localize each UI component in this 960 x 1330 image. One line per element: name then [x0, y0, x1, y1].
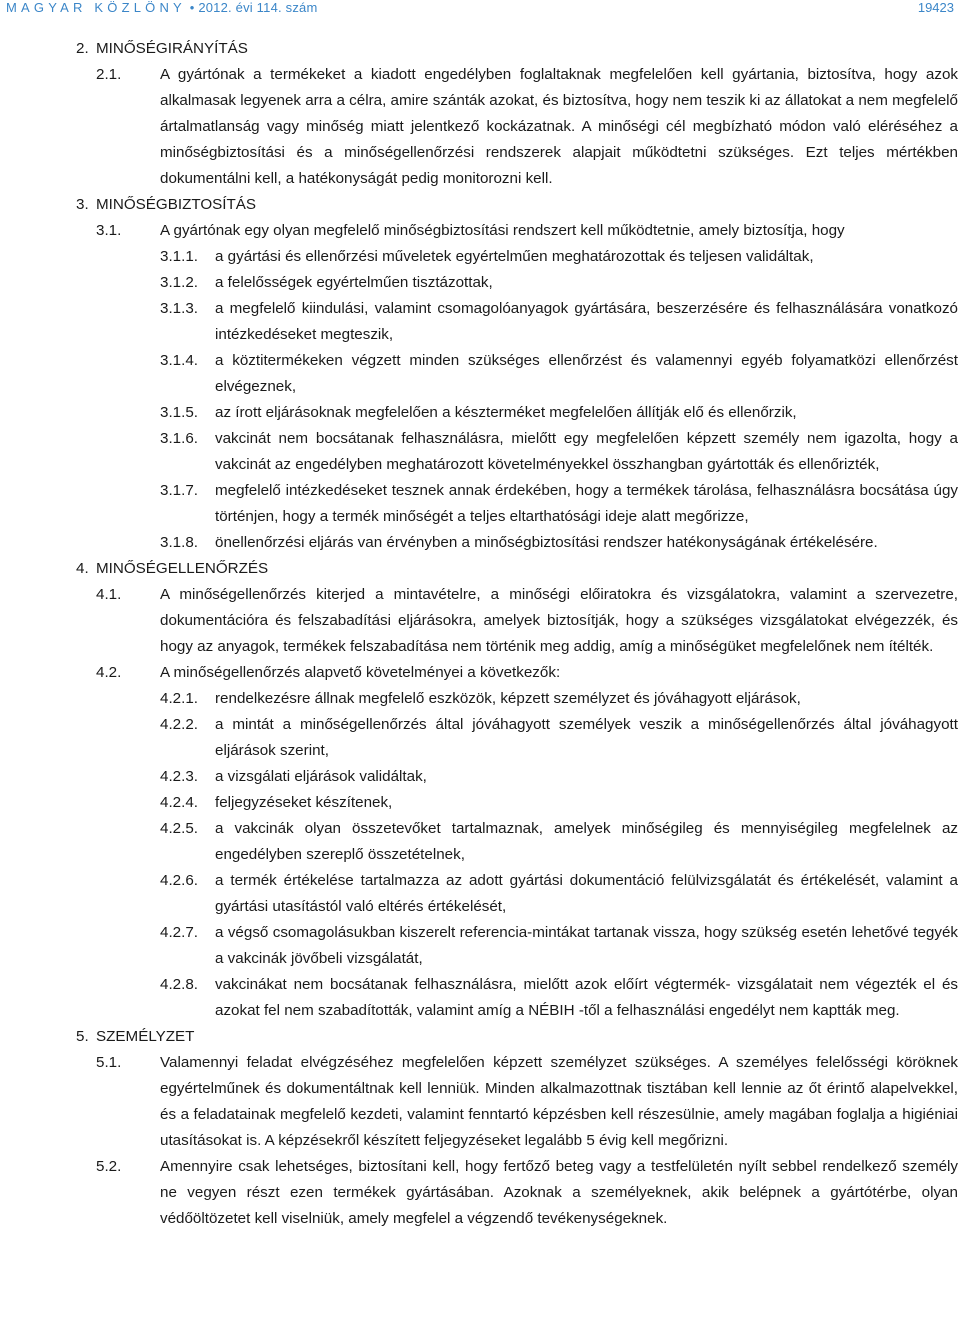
issue-info: 2012. évi 114. szám [198, 0, 318, 15]
subparagraph-text: a gyártási és ellenőrzési műveletek egyértelműen meghatározottak és teljesen validáltak, [215, 248, 814, 265]
subparagraph-number: 4.2.3. [160, 768, 198, 785]
paragraph-number: 5.2. [96, 1158, 122, 1175]
paragraph-text: A gyártónak a termékeket a kiadott engedélyben foglaltaknak megfelelően kell gyártania, biztosítva, hogy azok alkalmasak legyenek arra a célra, amire szánták azokat, és biztosítva, hogy nem teszik ki az állatokat a nem megfelelő ártalmatlanság vagy minőség miatt jelentkező kockázatnak. A minőségi cél megbízható módon való eléréséhez a minőségbiztosítási és a minőségellenőrzési rendszerek alapjait működtetni szükséges. Ezt teljes mértékben dokumentálni kell, a hatékonyságát pedig monitorozni kell. [160, 66, 958, 187]
subparagraph-item [0, 972, 960, 1024]
paragraph-number: 5.1. [96, 1054, 122, 1071]
subparagraph-text: a mintát a minőségellenőrzés által jóváhagyott személyek veszik a minőségellenőrzés által jóváhagyott eljárások szerint, [215, 716, 958, 759]
paragraph-text: Amennyire csak lehetséges, biztosítani kell, hogy fertőző beteg vagy a testfelületén nyílt sebbel rendelkező személy ne vegyen részt ezen termékek gyártásában. Azoknak a személyeknek, akik belépnek a gyártótérbe, olyan védőöltözetet kell viselniük, amely megfelel a végzendő tevékenységeknek. [160, 1158, 958, 1227]
subparagraph-number: 4.2.8. [160, 976, 198, 993]
paragraph-item [0, 62, 960, 192]
subparagraph-number: 4.2.7. [160, 924, 198, 941]
subparagraph-number: 3.1.2. [160, 274, 198, 291]
subparagraph-item [0, 686, 960, 712]
paragraph-text: Valamennyi feladat elvégzéséhez megfelelően képzett személyzet szükséges. A személyes felelősségi köröknek egyértelműnek és dokumentáltnak kell lenniük. Minden alkalmazottnak tisztában kell lennie az őt érintő alapelvekkel, és a feladatainak megfelelő kezdeti, valamint fenntartó képzésben kell részesülnie, amely magában foglalja a higiéniai utasításokat is. A képzésekről készített feljegyzéseket legalább 5 évig kell megőrizni. [160, 1054, 958, 1149]
header-bullet: • [189, 0, 195, 15]
subparagraph-number: 3.1.1. [160, 248, 198, 265]
paragraph-item [0, 1154, 960, 1232]
section-number: 2. [76, 40, 89, 57]
page-number: 19423 [917, 0, 954, 15]
subparagraph-item [0, 816, 960, 868]
page-header [0, 0, 960, 22]
subparagraph-item [0, 244, 960, 270]
subparagraph-text: vakcinát nem bocsátanak felhasználásra, mielőtt egy megfelelően képzett személy nem igazolta, hogy a vakcinát az engedélyben meghatározott követelményekkel összhangban gyártották és ellenőrizték, [215, 430, 958, 473]
paragraph-number: 2.1. [96, 66, 122, 83]
subparagraph-item [0, 400, 960, 426]
subparagraph-text: a végső csomagolásukban kiszerelt referencia-mintákat tartanak vissza, hogy szükség esetén lehetővé tegyék a vakcinák jövőbeli vizsgálatát, [215, 924, 958, 967]
section-title: MINŐSÉGELLENŐRZÉS [96, 560, 269, 577]
subparagraph-number: 4.2.4. [160, 794, 198, 811]
section-heading [0, 556, 960, 582]
subparagraph-item [0, 478, 960, 530]
subparagraph-number: 3.1.8. [160, 534, 198, 551]
subparagraph-number: 3.1.7. [160, 482, 198, 499]
document-body [0, 36, 960, 1232]
subparagraph-item [0, 764, 960, 790]
paragraph-item [0, 218, 960, 244]
subparagraph-text: rendelkezésre állnak megfelelő eszközök, képzett személyzet és jóváhagyott eljárások, [215, 690, 801, 707]
subparagraph-text: a felelősségek egyértelműen tisztázottak, [215, 274, 493, 291]
paragraph-number: 4.1. [96, 586, 122, 603]
subparagraph-item [0, 296, 960, 348]
section-number: 4. [76, 560, 89, 577]
section-title: MINŐSÉGIRÁNYÍTÁS [96, 40, 248, 57]
subparagraph-text: a köztitermékeken végzett minden szükséges ellenőrzést és valamennyi egyéb folyamatközi ellenőrzést elvégeznek, [215, 352, 958, 395]
subparagraph-text: a megfelelő kiindulási, valamint csomagolóanyagok gyártására, beszerzésére és felhasználására vonatkozó intézkedéseket megteszik, [215, 300, 958, 343]
section-title: SZEMÉLYZET [96, 1028, 195, 1045]
publication-title: MAGYAR KÖZLÖNY [6, 0, 186, 15]
subparagraph-number: 3.1.3. [160, 300, 198, 317]
paragraph-number: 3.1. [96, 222, 122, 239]
subparagraph-item [0, 426, 960, 478]
paragraph-text: A minőségellenőrzés alapvető követelményei a következők: [160, 664, 561, 681]
subparagraph-text: a vizsgálati eljárások validáltak, [215, 768, 427, 785]
section-heading [0, 192, 960, 218]
subparagraph-number: 3.1.5. [160, 404, 198, 421]
paragraph-text: A gyártónak egy olyan megfelelő minőségbiztosítási rendszert kell működtetnie, amely biztosítja, hogy [160, 222, 845, 239]
subparagraph-text: a vakcinák olyan összetevőket tartalmaznak, amelyek minőségileg és mennyiségileg megfelelnek az engedélyben szereplő összetételnek, [215, 820, 958, 863]
subparagraph-number: 4.2.1. [160, 690, 198, 707]
header-left [6, 0, 318, 15]
subparagraph-number: 4.2.2. [160, 716, 198, 733]
subparagraph-text: feljegyzéseket készítenek, [215, 794, 393, 811]
section-heading [0, 36, 960, 62]
subparagraph-number: 4.2.6. [160, 872, 198, 889]
subparagraph-item [0, 530, 960, 556]
paragraph-item [0, 660, 960, 686]
subparagraph-item [0, 270, 960, 296]
subparagraph-text: a termék értékelése tartalmazza az adott gyártási dokumentáció felülvizsgálatát és értékelését, valamint a gyártási utasítástól való eltérés értékelését, [215, 872, 958, 915]
section-title: MINŐSÉGBIZTOSÍTÁS [96, 196, 257, 213]
subparagraph-item [0, 712, 960, 764]
subparagraph-number: 3.1.6. [160, 430, 198, 447]
paragraph-text: A minőségellenőrzés kiterjed a mintavételre, a minőségi előiratokra és vizsgálatokra, valamint a szervezetre, dokumentációra és felszabadítási eljárásokra, amelyek biztosítják, hogy a szükséges vizsgálatokat elvégezzék, és hogy az anyagok, termékek felszabadítása nem történik meg addig, amíg a minőségüket megfelelőnek nem ítélték. [160, 586, 958, 655]
subparagraph-text: vakcinákat nem bocsátanak felhasználásra, mielőtt azok előírt végtermék- vizsgálatait nem végezték el és azokat fel nem szabadították, valamint amíg a NÉBIH -től a felhasználási engedélyt nem kaptták meg. [215, 976, 958, 1019]
section-number: 3. [76, 196, 89, 213]
paragraph-number: 4.2. [96, 664, 122, 681]
subparagraph-text: megfelelő intézkedéseket tesznek annak érdekében, hogy a termékek tárolása, felhasználásra bocsátása úgy történjen, hogy a termék minőségét a teljes eltarthatósági ideje alatt megőrizze, [215, 482, 958, 525]
subparagraph-number: 4.2.5. [160, 820, 198, 837]
subparagraph-item [0, 920, 960, 972]
paragraph-item [0, 1050, 960, 1154]
subparagraph-item [0, 348, 960, 400]
subparagraph-item [0, 790, 960, 816]
subparagraph-number: 3.1.4. [160, 352, 198, 369]
subparagraph-item [0, 868, 960, 920]
section-number: 5. [76, 1028, 89, 1045]
section-heading [0, 1024, 960, 1050]
subparagraph-text: az írott eljárásoknak megfelelően a készterméket megfelelően állítják elő és ellenőrzik, [215, 404, 797, 421]
subparagraph-text: önellenőrzési eljárás van érvényben a minőségbiztosítási rendszer hatékonyságának értékelésére. [215, 534, 878, 551]
paragraph-item [0, 582, 960, 660]
